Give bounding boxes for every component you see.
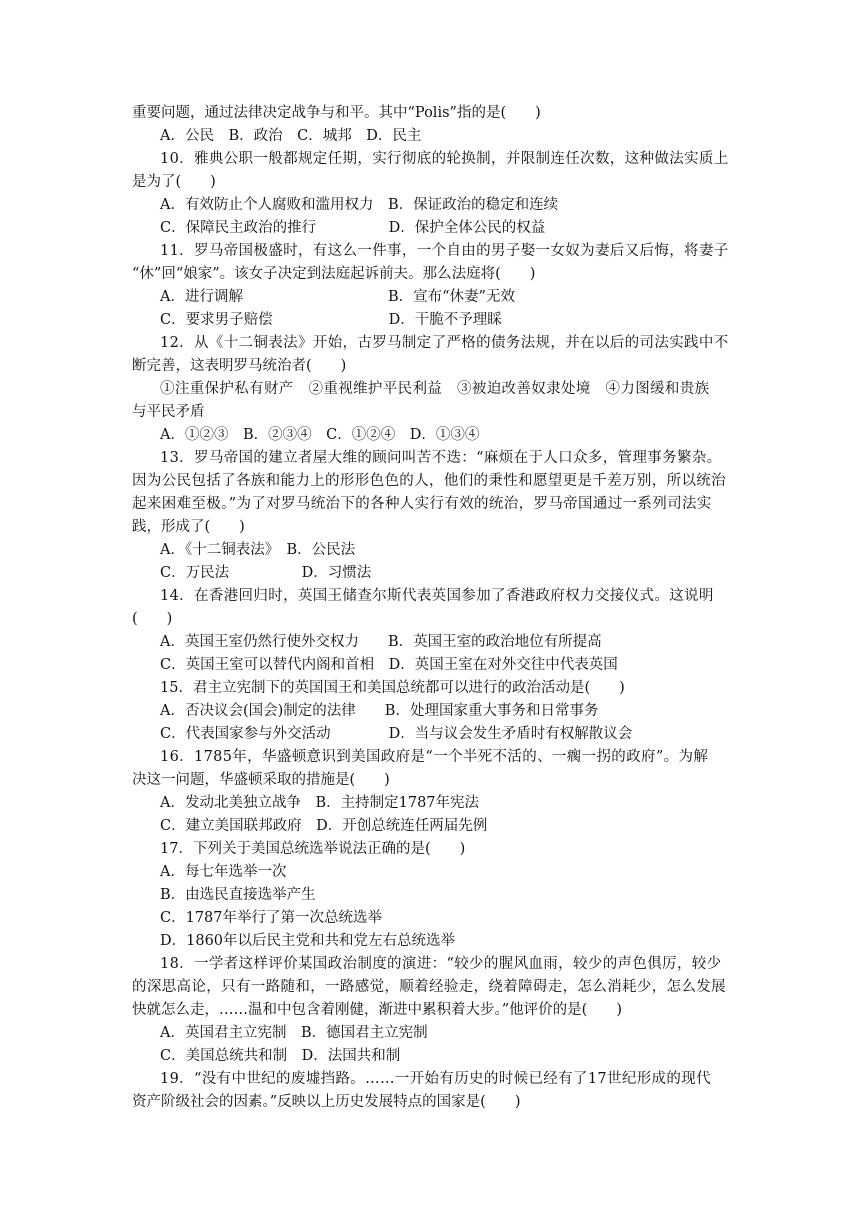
q18-stem: 18．一学者这样评价某国政治制度的演进：“较少的腥风血雨，较少的声色俱厉，较少	[160, 956, 722, 972]
q13-stem-cont-1: 因为公民包括了各族和能力上的形形色色的人，他们的秉性和愿望更是千差万别，所以统治	[132, 473, 726, 489]
q16-stem-cont: 决这一问题，华盛顿采取的措施是( )	[132, 772, 390, 788]
q13-options-cd: C．万民法 D．习惯法	[160, 565, 372, 581]
q19-stem-cont: 资产阶级社会的因素。”反映以上历史发展特点的国家是( )	[132, 1094, 521, 1110]
q12-stem-cont: 断完善，这表明罗马统治者( )	[132, 358, 347, 374]
q14-stem-cont: ( )	[132, 611, 173, 627]
q14-stem: 14．在香港回归时，英国王储查尔斯代表英国参加了香港政府权力交接仪式。这说明	[160, 588, 714, 604]
q12-statements-cont: 与平民矛盾	[132, 404, 205, 420]
q15-options-cd: C．代表国家参与外交活动 D．当与议会发生矛盾时有权解散议会	[160, 726, 633, 742]
q14-options-ab: A．英国王室仍然行使外交权力 B．英国王室的政治地位有所提高	[160, 634, 602, 650]
q11-options-cd: C．要求男子赔偿 D．干脆不予理睬	[160, 312, 502, 328]
q10-stem: 10．雅典公职一般都规定任期，实行彻底的轮换制，并限制连任次数，这种做法实质上	[160, 151, 729, 167]
q12-options: A．①②③ B．②③④ C．①②④ D．①③④	[160, 427, 480, 443]
q11-stem-cont: “休”回“娘家”。该女子决定到法庭起诉前夫。那么法庭将( )	[132, 266, 536, 282]
q16-options-ab: A．发动北美独立战争 B．主持制定1787年宪法	[160, 795, 480, 811]
q16-options-cd: C．建立美国联邦政府 D．开创总统连任两届先例	[160, 818, 488, 834]
q16-stem: 16．1785年，华盛顿意识到美国政府是“一个半死不活的、一瘸一拐的政府”。为解	[160, 749, 709, 765]
q17-option-d: D．1860年以后民主党和共和党左右总统选举	[160, 933, 456, 949]
q13-stem-cont-2: 起来困难至极。”为了对罗马统治下的各种人实行有效的统治，罗马帝国通过一系列司法实	[132, 496, 712, 512]
q17-option-a: A．每七年选举一次	[160, 864, 287, 880]
q9-options: A．公民 B．政治 C．城邦 D．民主	[160, 128, 422, 144]
q18-stem-cont-2: 快就怎么走，……温和中包含着刚健，渐进中累积着大步。”他评价的是( )	[132, 1002, 622, 1018]
q18-stem-cont-1: 的深思高论，只有一路随和，一路感觉，顺着经验走，绕着障碍走，怎么消耗少，怎么发展	[132, 979, 726, 995]
q13-options-ab: A．《十二铜表法》 B．公民法	[160, 542, 356, 558]
q17-option-c: C．1787年举行了第一次总统选举	[160, 910, 382, 926]
q15-options-ab: A．否决议会(国会)制定的法律 B．处理国家重大事务和日常事务	[160, 703, 599, 719]
q19-stem: 19．“没有中世纪的废墟挡路。……一开始有历史的时候已经有了17世纪形成的现代	[160, 1071, 711, 1087]
q11-options-ab: A．进行调解 B．宣布“休妻”无效	[160, 289, 515, 305]
q10-options-cd: C．保障民主政治的推行 D．保护全体公民的权益	[160, 220, 546, 236]
q10-stem-cont: 是为了( )	[132, 174, 216, 190]
q17-stem: 17．下列关于美国总统选举说法正确的是( )	[160, 841, 466, 857]
q18-options-ab: A．英国君主立宪制 B．德国君主立宪制	[160, 1025, 428, 1041]
q9-stem-cont: 重要问题，通过法律决定战争与和平。其中“Polis”指的是( )	[132, 105, 541, 121]
q13-stem-cont-3: 践，形成了( )	[132, 519, 245, 535]
q10-options-ab: A．有效防止个人腐败和滥用权力 B．保证政治的稳定和连续	[160, 197, 559, 213]
q17-option-b: B．由选民直接选举产生	[160, 887, 316, 903]
q11-stem: 11．罗马帝国极盛时，有这么一件事，一个自由的男子娶一女奴为妻后又后悔，将妻子	[160, 243, 729, 259]
q18-options-cd: C．美国总统共和制 D．法国共和制	[160, 1048, 401, 1064]
q12-statements: ①注重保护私有财产 ②重视维护平民利益 ③被迫改善奴隶处境 ④力图缓和贵族	[160, 381, 710, 397]
q14-options-cd: C．英国王室可以替代内阁和首相 D．英国王室在对外交往中代表英国	[160, 657, 618, 673]
q12-stem: 12．从《十二铜表法》开始，古罗马制定了严格的债务法规，并在以后的司法实践中不	[160, 335, 729, 351]
q13-stem: 13．罗马帝国的建立者屋大维的顾问叫苦不迭：“麻烦在于人口众多，管理事务繁杂。	[160, 450, 722, 466]
q15-stem: 15．君主立宪制下的英国国王和美国总统都可以进行的政治活动是( )	[160, 680, 625, 696]
